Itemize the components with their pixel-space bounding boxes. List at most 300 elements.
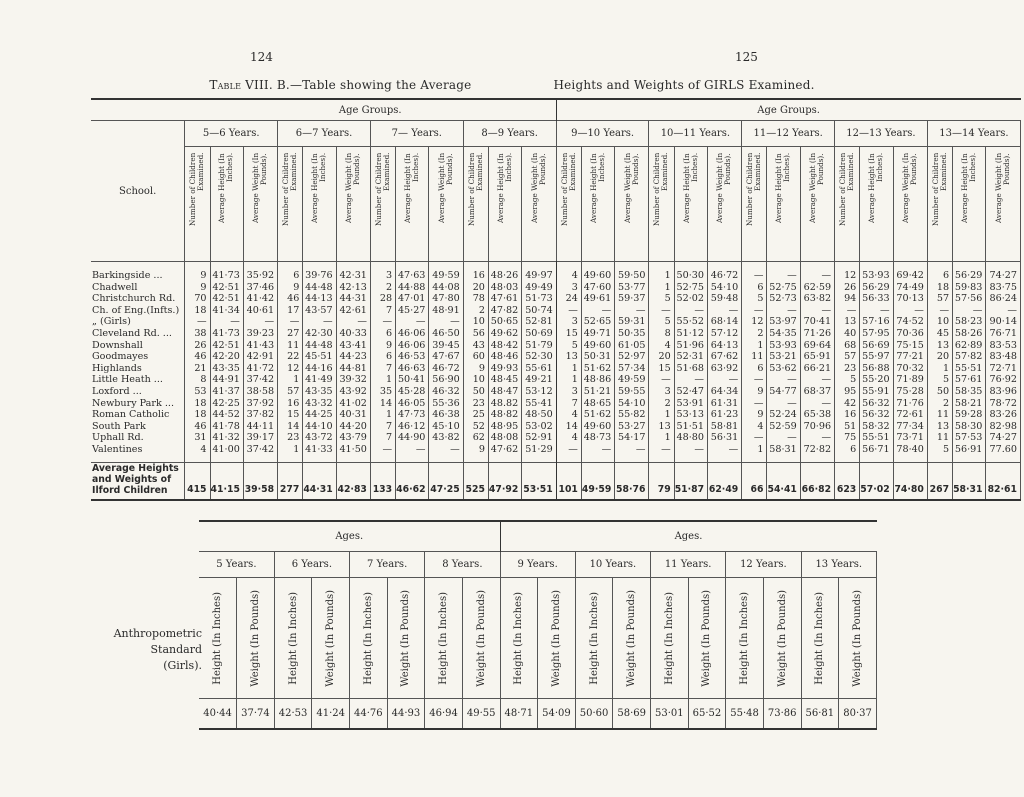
- sub-column-header: [927, 147, 952, 262]
- anth-value-cell: 73·86: [763, 699, 801, 730]
- school-name: Uphall Rd.: [91, 432, 185, 444]
- table-cell: 43·72: [303, 432, 336, 444]
- table-cell: —: [767, 374, 800, 386]
- average-cell: 133: [370, 462, 395, 500]
- table-cell: —: [707, 444, 741, 462]
- table-cell: 52·24: [767, 409, 800, 421]
- table-cell: 41·73: [210, 328, 243, 340]
- school-name: Cleveland Rd. ...: [91, 328, 185, 340]
- table-cell: 3: [556, 316, 581, 328]
- table-cell: —: [800, 398, 834, 410]
- sub-column-header-text: Average Weight (In Pounds).: [436, 153, 455, 224]
- table-cell: 24: [556, 293, 581, 305]
- table-cell: 43·57: [303, 305, 336, 317]
- table-cell: 13: [556, 351, 581, 363]
- average-cell: 39·58: [243, 462, 277, 500]
- sub-column-header: [303, 147, 336, 262]
- anth-sub-header: [350, 578, 388, 699]
- sub-column-header-text: Average Height (In Inches).: [310, 153, 328, 223]
- table-cell: 18: [185, 305, 210, 317]
- table-cell: 1: [927, 363, 952, 375]
- average-cell: 41·15: [210, 462, 243, 500]
- table-cell: —: [742, 374, 767, 386]
- anth-age-header: 5 Years.: [199, 552, 274, 578]
- anth-sub-header: [726, 578, 764, 699]
- table-cell: 65·91: [800, 351, 834, 363]
- table-cell: —: [800, 374, 834, 386]
- table-cell: —: [210, 316, 243, 328]
- ages-header-right: Ages.: [500, 521, 877, 552]
- sub-column-header-text: Number of Children Examined.: [559, 153, 577, 227]
- table-cell: 4: [742, 421, 767, 433]
- table-cell: 35: [370, 386, 395, 398]
- anth-sub-header: [387, 578, 425, 699]
- table-cell: —: [615, 305, 649, 317]
- table-cell: 51·51: [674, 421, 707, 433]
- table-cell: 9: [463, 363, 488, 375]
- table-cell: 69·42: [893, 262, 927, 282]
- age-range-header: 8—9 Years.: [463, 121, 556, 147]
- table-cell: 77·34: [893, 421, 927, 433]
- table-cell: 16: [835, 409, 860, 421]
- table-cell: 1: [370, 409, 395, 421]
- table-cell: 44·08: [429, 282, 463, 294]
- table-cell: 41·49: [303, 374, 336, 386]
- average-cell: 42·83: [336, 462, 370, 500]
- table-cell: 43: [463, 340, 488, 352]
- table-cell: 56·32: [860, 409, 893, 421]
- table-cell: 44·48: [303, 340, 336, 352]
- table-cell: 44·48: [303, 282, 336, 294]
- table-cell: 46·05: [396, 398, 429, 410]
- anth-value-cell: 53·01: [651, 699, 689, 730]
- table-cell: 37·42: [243, 444, 277, 462]
- age-range-header: 11—12 Years.: [742, 121, 835, 147]
- table-cell: 53·91: [674, 398, 707, 410]
- table-cell: 14: [370, 398, 395, 410]
- table-cell: 46: [185, 351, 210, 363]
- sub-column-header: [522, 147, 556, 262]
- table-cell: 7: [370, 432, 395, 444]
- table-cell: 12: [835, 262, 860, 282]
- table-cell: 1: [649, 432, 674, 444]
- table-cell: 47·61: [488, 293, 521, 305]
- table-cell: —: [674, 444, 707, 462]
- table-cell: 59·50: [615, 262, 649, 282]
- table-cell: 50·31: [581, 351, 614, 363]
- sub-column-header-text: Average Height (In Inches).: [588, 153, 607, 223]
- table-cell: 70·13: [893, 293, 927, 305]
- average-cell: 44·31: [303, 462, 336, 500]
- table-cell: 63·92: [707, 363, 741, 375]
- table-cell: 52·30: [522, 351, 556, 363]
- anth-sub-header: [688, 578, 726, 699]
- anth-sub-header: [199, 578, 237, 699]
- table-cell: 58·31: [767, 444, 800, 462]
- anth-sub-header-text: Weight (In Pounds): [550, 589, 562, 687]
- table-cell: 57·95: [860, 328, 893, 340]
- sub-column-header: [707, 147, 741, 262]
- table-cell: 11: [742, 351, 767, 363]
- table-cell: 41·42: [243, 293, 277, 305]
- table-cell: 53·77: [615, 282, 649, 294]
- anth-sub-header: [801, 578, 839, 699]
- table-cell: 40: [835, 328, 860, 340]
- average-label-line: and Weights of: [92, 473, 172, 485]
- table-cell: 23: [278, 432, 303, 444]
- table-cell: 57·16: [860, 316, 893, 328]
- table-cell: 7: [556, 398, 581, 410]
- table-cell: 41·02: [336, 398, 370, 410]
- table-cell: 43·35: [303, 386, 336, 398]
- table-cell: 15: [556, 328, 581, 340]
- sub-column-header: [370, 147, 395, 262]
- table-cell: 55·97: [860, 351, 893, 363]
- table-cell: 95: [835, 386, 860, 398]
- table-cell: 1: [278, 444, 303, 462]
- sub-column-header: [488, 147, 521, 262]
- average-cell: 66: [742, 462, 767, 500]
- sub-column-header: [336, 147, 370, 262]
- table-cell: 52·59: [767, 421, 800, 433]
- table-cell: 68·14: [707, 316, 741, 328]
- table-cell: —: [336, 316, 370, 328]
- anth-sub-header: [763, 578, 801, 699]
- table-cell: 49·97: [522, 262, 556, 282]
- table-row: [91, 444, 1021, 462]
- table-cell: 56·71: [860, 444, 893, 462]
- table-cell: 41·72: [243, 363, 277, 375]
- table-cell: 1: [742, 340, 767, 352]
- anth-sub-header: [425, 578, 463, 699]
- sub-column-header: [185, 147, 210, 262]
- table-cell: 51: [835, 421, 860, 433]
- table-cell: 76·92: [986, 374, 1021, 386]
- table-row: [91, 328, 1021, 340]
- average-cell: 623: [835, 462, 860, 500]
- table-cell: 56·29: [953, 262, 986, 282]
- table-cell: 43·79: [336, 432, 370, 444]
- anth-sub-header-text: Weight (In Pounds): [400, 589, 412, 687]
- table-cell: 55·20: [860, 374, 893, 386]
- anth-sub-header-text: Height (In Inches): [438, 591, 450, 685]
- table-cell: 56·91: [953, 444, 986, 462]
- table-cell: 53·97: [767, 316, 800, 328]
- table-cell: 57·82: [953, 351, 986, 363]
- table-cell: —: [649, 374, 674, 386]
- table-cell: 70·32: [893, 363, 927, 375]
- anth-sub-header-text: Height (In Inches): [513, 591, 525, 685]
- table-cell: 68: [835, 340, 860, 352]
- anth-sub-header-text: Weight (In Pounds): [852, 589, 864, 687]
- sub-column-header-text: Number of Children Examined.: [281, 153, 299, 227]
- sub-column-header-text: Number of Children Examined.: [466, 153, 484, 227]
- table-cell: 37·92: [243, 398, 277, 410]
- table-cell: 41·43: [243, 340, 277, 352]
- anthropometric-label: [112, 626, 202, 674]
- table-cell: 51·62: [581, 409, 614, 421]
- sub-column-header: [396, 147, 429, 262]
- table-cell: —: [649, 444, 674, 462]
- table-cell: 45·10: [429, 421, 463, 433]
- table-cell: 53·93: [767, 340, 800, 352]
- table-cell: 57·61: [953, 374, 986, 386]
- table-cell: 45·51: [303, 351, 336, 363]
- table-cell: 52: [463, 421, 488, 433]
- table-cell: 40·33: [336, 328, 370, 340]
- anth-sub-header-text: Height (In Inches): [362, 591, 374, 685]
- table-cell: 6: [278, 262, 303, 282]
- table-cell: 3: [370, 262, 395, 282]
- table-cell: 77·21: [893, 351, 927, 363]
- sub-column-header: [615, 147, 649, 262]
- table-cell: 74·27: [986, 262, 1021, 282]
- table-cell: 58·21: [953, 398, 986, 410]
- table-cell: 62·89: [953, 340, 986, 352]
- anth-value-cell: 55·48: [726, 699, 764, 730]
- table-cell: 27: [278, 328, 303, 340]
- age-range-header: 10—11 Years.: [649, 121, 742, 147]
- school-name: Loxford ...: [91, 386, 185, 398]
- average-cell: 57·02: [860, 462, 893, 500]
- table-cell: 42·51: [210, 293, 243, 305]
- sub-column-header-text: Average Weight (In Pounds).: [715, 153, 733, 224]
- average-cell: 46·62: [396, 462, 429, 500]
- table-cell: 59·37: [615, 293, 649, 305]
- table-cell: 51·79: [522, 340, 556, 352]
- table-cell: 44·20: [336, 421, 370, 433]
- table-cell: 72·71: [986, 363, 1021, 375]
- table-cell: —: [581, 305, 614, 317]
- table-cell: 47·80: [429, 293, 463, 305]
- table-cell: 48·95: [488, 421, 521, 433]
- average-cell: 47·25: [429, 462, 463, 500]
- anth-value-cell: 46·94: [425, 699, 463, 730]
- table-cell: 9: [742, 409, 767, 421]
- table-row: [91, 374, 1021, 386]
- anth-sub-header: [613, 578, 651, 699]
- table-cell: 39·32: [336, 374, 370, 386]
- average-cell: 267: [927, 462, 952, 500]
- table-cell: 39·45: [429, 340, 463, 352]
- anth-value-cell: 37·74: [237, 699, 275, 730]
- table-cell: 57·53: [953, 432, 986, 444]
- anth-sub-header-text: Weight (In Pounds): [475, 589, 487, 687]
- anth-age-header: 9 Years.: [500, 552, 575, 578]
- table-cell: 56·29: [860, 282, 893, 294]
- table-cell: 9: [185, 282, 210, 294]
- table-cell: 94: [835, 293, 860, 305]
- table-cell: 83·53: [986, 340, 1021, 352]
- table-cell: 1: [370, 374, 395, 386]
- anth-sub-header: [651, 578, 689, 699]
- table-cell: 13: [835, 316, 860, 328]
- table-cell: —: [615, 444, 649, 462]
- average-cell: 58·31: [953, 462, 986, 500]
- table-cell: 45·28: [396, 386, 429, 398]
- table-cell: 42·25: [210, 398, 243, 410]
- sub-column-header-text: Average Weight (In Pounds).: [808, 153, 826, 224]
- average-cell: 74·80: [893, 462, 927, 500]
- table-cell: 51·62: [581, 363, 614, 375]
- table-cell: 44·91: [210, 374, 243, 386]
- anth-age-header: 13 Years.: [801, 552, 877, 578]
- table-row: [91, 305, 1021, 317]
- table-cell: 53·93: [860, 262, 893, 282]
- anthropometric-label-line-1: Anthropometric: [113, 627, 202, 640]
- school-name: Highlands: [91, 363, 185, 375]
- table-cell: 6: [835, 444, 860, 462]
- table-cell: —: [742, 398, 767, 410]
- table-cell: 72·82: [800, 444, 834, 462]
- table-cell: 5: [742, 293, 767, 305]
- table-cell: 41·78: [210, 421, 243, 433]
- anth-value-cell: 50·60: [575, 699, 613, 730]
- table-cell: 56·88: [860, 363, 893, 375]
- anth-age-header: 7 Years.: [350, 552, 425, 578]
- anth-value-cell: 58·69: [613, 699, 651, 730]
- table-cell: —: [185, 316, 210, 328]
- table-cell: 50·30: [674, 262, 707, 282]
- table-cell: —: [581, 444, 614, 462]
- anth-age-header: 11 Years.: [651, 552, 726, 578]
- sub-column-header: [860, 147, 893, 262]
- table-cell: 41·37: [210, 386, 243, 398]
- table-cell: 70·36: [893, 328, 927, 340]
- sub-column-header-text: Average Weight (In Pounds).: [993, 153, 1012, 224]
- average-cell: 49·59: [581, 462, 614, 500]
- table-cell: 6: [927, 262, 952, 282]
- table-cell: 53·02: [522, 421, 556, 433]
- table-cell: 51·68: [674, 363, 707, 375]
- average-cell: 58·76: [615, 462, 649, 500]
- table-cell: 42·31: [336, 262, 370, 282]
- anth-sub-header-text: Weight (In Pounds): [325, 589, 337, 687]
- table-cell: 43·82: [429, 432, 463, 444]
- table-cell: 59·31: [615, 316, 649, 328]
- anth-sub-header-text: Height (In Inches): [212, 591, 224, 685]
- table-cell: 52·75: [674, 282, 707, 294]
- anth-sub-header-text: Height (In Inches): [814, 591, 826, 685]
- sub-header-row: [91, 147, 1021, 262]
- table-cell: 55·41: [522, 398, 556, 410]
- age-range-header: 6—7 Years.: [278, 121, 371, 147]
- table-cell: 50·65: [488, 316, 521, 328]
- table-cell: 5: [835, 374, 860, 386]
- table-cell: 70: [185, 293, 210, 305]
- school-name: Barkingside ...: [91, 262, 185, 282]
- table-cell: —: [767, 262, 800, 282]
- sub-column-header: [953, 147, 986, 262]
- table-cell: 7: [370, 305, 395, 317]
- table-cell: 53·13: [674, 409, 707, 421]
- table-cell: 74·49: [893, 282, 927, 294]
- table-cell: 48·73: [581, 432, 614, 444]
- table-cell: 10: [927, 316, 952, 328]
- table-row: [91, 293, 1021, 305]
- average-cell: 51·87: [674, 462, 707, 500]
- anthropometric-label-line-3: (Girls).: [163, 659, 202, 672]
- table-cell: —: [767, 398, 800, 410]
- table-cell: 83·48: [986, 351, 1021, 363]
- table-cell: 4: [556, 409, 581, 421]
- table-cell: 78·40: [893, 444, 927, 462]
- table-cell: 44·31: [336, 293, 370, 305]
- table-cell: 48·26: [488, 262, 521, 282]
- table-row: [91, 340, 1021, 352]
- table-cell: 56·69: [860, 340, 893, 352]
- average-cell: 277: [278, 462, 303, 500]
- table-cell: 41·34: [210, 305, 243, 317]
- table-cell: 69·64: [800, 340, 834, 352]
- table-cell: 86·24: [986, 293, 1021, 305]
- table-cell: 28: [370, 293, 395, 305]
- table-cell: 65·38: [800, 409, 834, 421]
- table-cell: 2: [370, 282, 395, 294]
- table-cell: 12: [742, 316, 767, 328]
- table-cell: 41·50: [336, 444, 370, 462]
- table-cell: 75·15: [893, 340, 927, 352]
- table-cell: 52·73: [767, 293, 800, 305]
- table-cell: 43·41: [336, 340, 370, 352]
- table-cell: 15: [278, 409, 303, 421]
- table-number: Table VIII. B.: [209, 78, 290, 92]
- table-cell: 5: [927, 444, 952, 462]
- table-cell: 57·12: [707, 328, 741, 340]
- table-cell: 68·37: [800, 386, 834, 398]
- average-row-label: [91, 462, 185, 500]
- sub-column-header-text: Average Weight (In Pounds).: [901, 153, 919, 224]
- table-cell: 42·30: [303, 328, 336, 340]
- table-cell: 49·71: [581, 328, 614, 340]
- sub-column-header-text: Number of Children Examined.: [837, 153, 856, 227]
- age-groups-header-row: [91, 99, 1021, 121]
- table-cell: 44·10: [303, 421, 336, 433]
- table-cell: 51·73: [522, 293, 556, 305]
- table-cell: —: [707, 305, 741, 317]
- sub-column-header: [556, 147, 581, 262]
- anth-value-cell: 56·81: [801, 699, 839, 730]
- table-cell: 71·89: [893, 374, 927, 386]
- ages-header-row: [199, 521, 877, 552]
- table-cell: 40·31: [336, 409, 370, 421]
- table-cell: 57: [278, 386, 303, 398]
- table-cell: 55·51: [953, 363, 986, 375]
- table-cell: 62: [463, 432, 488, 444]
- anth-values-row: [199, 699, 877, 730]
- table-cell: 48·82: [488, 409, 521, 421]
- table-cell: 2: [649, 398, 674, 410]
- sub-column-header: [243, 147, 277, 262]
- anth-value-cell: 54·09: [538, 699, 576, 730]
- table-cell: 42·51: [210, 282, 243, 294]
- table-cell: 56·31: [707, 432, 741, 444]
- table-cell: —: [556, 444, 581, 462]
- table-cell: 48·86: [581, 374, 614, 386]
- average-cell: 62·49: [707, 462, 741, 500]
- table-cell: 78·72: [986, 398, 1021, 410]
- table-cell: 62·59: [800, 282, 834, 294]
- table-cell: 50: [927, 386, 952, 398]
- table-cell: 44·16: [303, 363, 336, 375]
- table-cell: 47·01: [396, 293, 429, 305]
- anth-sub-header-text: Height (In Inches): [663, 591, 675, 685]
- anth-sub-header: [538, 578, 576, 699]
- table-row: [91, 398, 1021, 410]
- age-range-header: 12—13 Years.: [835, 121, 928, 147]
- table-cell: 73·71: [893, 432, 927, 444]
- table-cell: 59·28: [953, 409, 986, 421]
